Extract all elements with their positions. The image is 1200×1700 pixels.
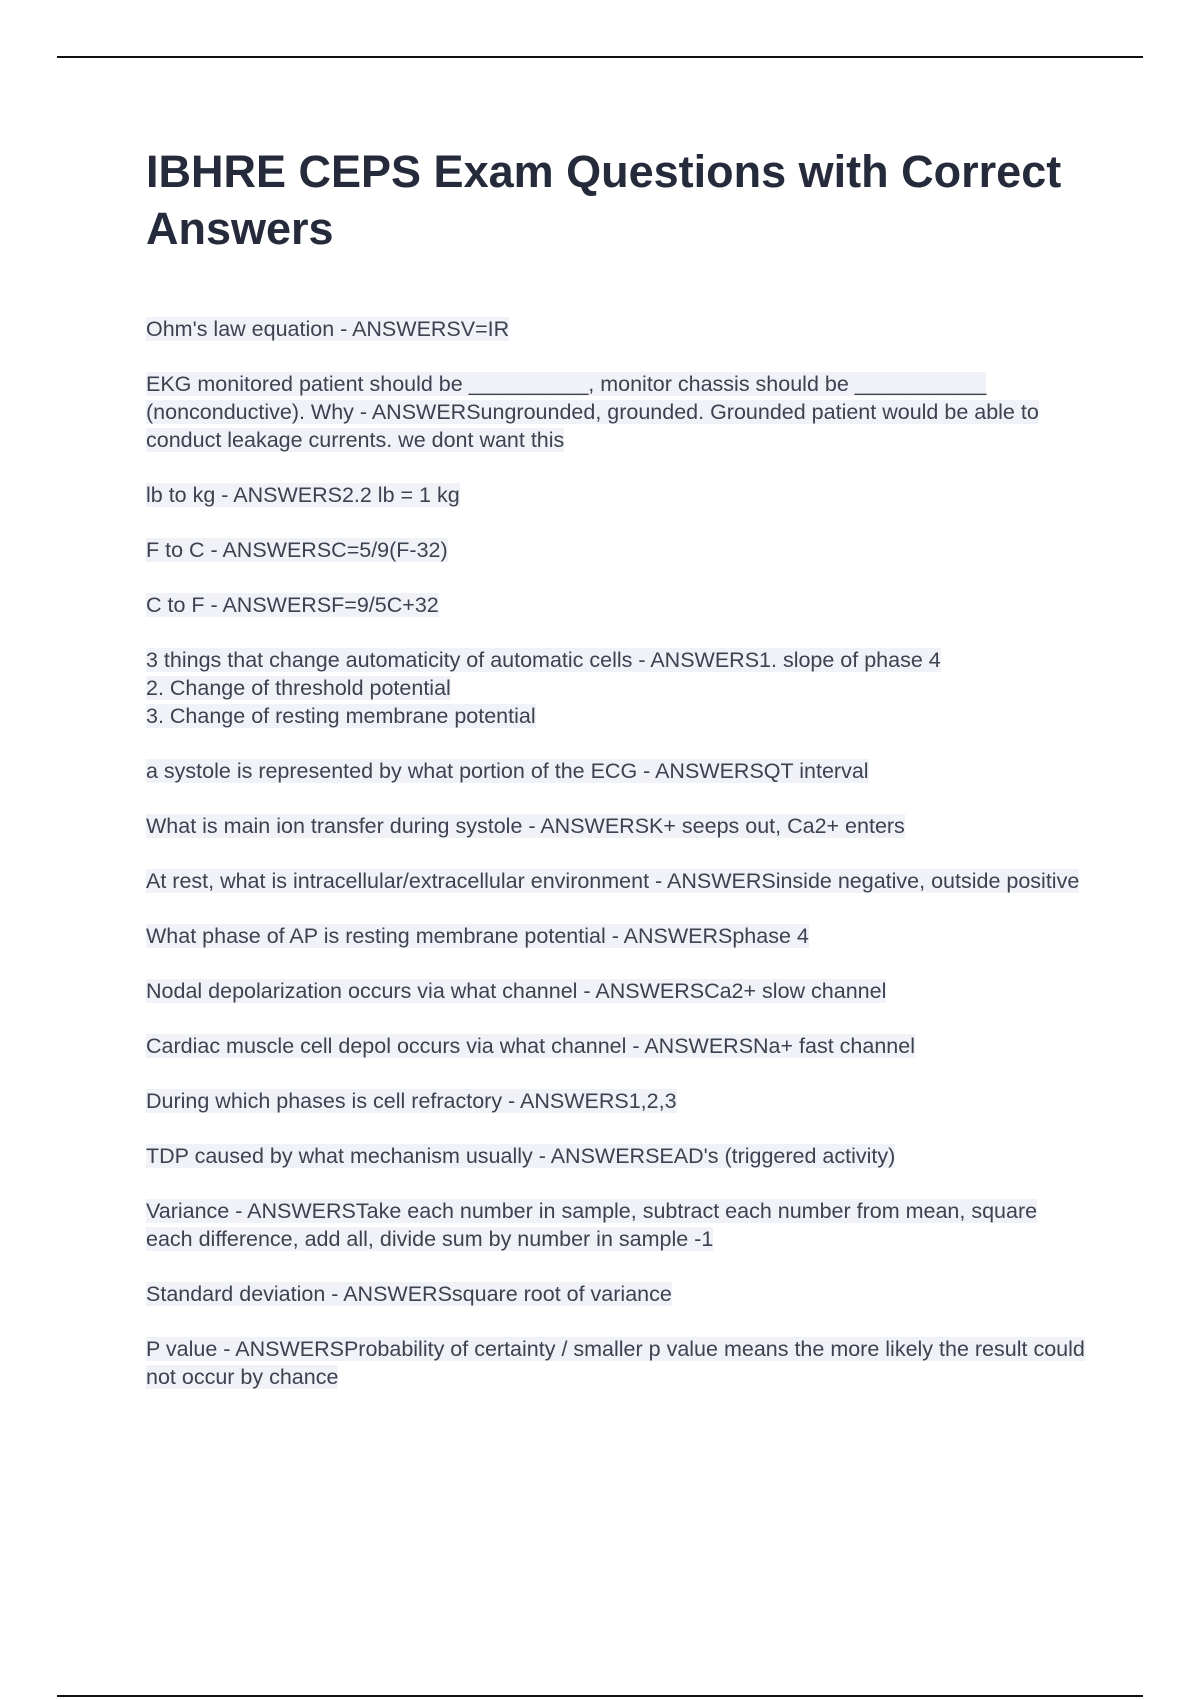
qa-item: During which phases is cell refractory - ANSWERS1,2,3: [146, 1089, 677, 1113]
qa-item: EKG monitored patient should be __________, monitor chassis should be ___________ (nonconductive). Why - ANSWERSungrounded, grounded. Grounded patient would be able to conduct leakage currents. we dont want this: [146, 372, 1039, 452]
qa-item: a systole is represented by what portion of the ECG - ANSWERSQT interval: [146, 759, 869, 783]
document-title: IBHRE CEPS Exam Questions with Correct Answers: [146, 146, 1062, 254]
top-divider: [57, 56, 1143, 58]
qa-item: At rest, what is intracellular/extracellular environment - ANSWERSinside negative, outside positive: [146, 869, 1080, 893]
qa-item: What is main ion transfer during systole - ANSWERSK+ seeps out, Ca2+ enters: [146, 814, 905, 838]
qa-item: P value - ANSWERSProbability of certainty / smaller p value means the more likely the result could not occur by chance: [146, 1337, 1085, 1389]
qa-item: F to C - ANSWERSC=5/9(F-32): [146, 538, 448, 562]
qa-item: lb to kg - ANSWERS2.2 lb = 1 kg: [146, 483, 460, 507]
qa-item: Cardiac muscle cell depol occurs via what channel - ANSWERSNa+ fast channel: [146, 1034, 915, 1058]
bottom-divider: [57, 1695, 1143, 1697]
qa-item: Ohm's law equation - ANSWERSV=IR: [146, 317, 510, 341]
qa-item: What phase of AP is resting membrane potential - ANSWERSphase 4: [146, 924, 809, 948]
qa-item: C to F - ANSWERSF=9/5C+32: [146, 593, 439, 617]
qa-item: Variance - ANSWERSTake each number in sample, subtract each number from mean, square each difference, add all, divide sum by number in sample -1: [146, 1199, 1038, 1251]
qa-item: 3 things that change automaticity of automatic cells - ANSWERS1. slope of phase 4 2. Change of threshold potential 3. Change of resting membrane potential: [146, 648, 941, 728]
document-body: [146, 143, 1086, 1418]
qa-item: Standard deviation - ANSWERSsquare root of variance: [146, 1282, 672, 1306]
qa-item: TDP caused by what mechanism usually - ANSWERSEAD's (triggered activity): [146, 1144, 896, 1168]
qa-item: Nodal depolarization occurs via what channel - ANSWERSCa2+ slow channel: [146, 979, 887, 1003]
